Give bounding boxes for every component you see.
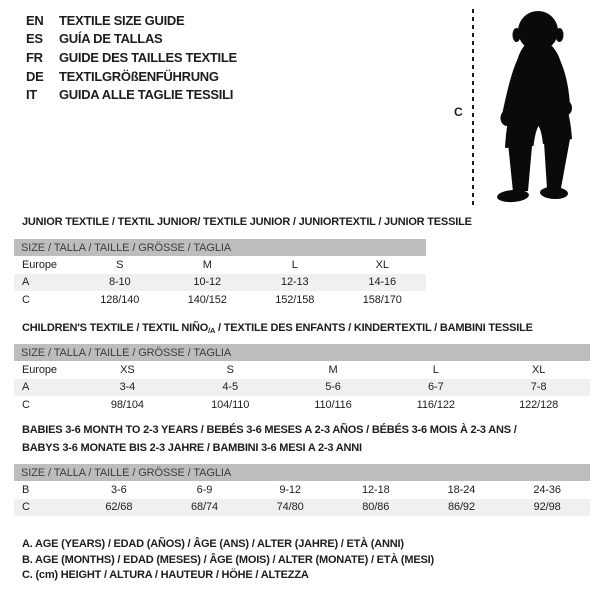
table-row	[14, 499, 590, 517]
age-cell: 18-24	[447, 483, 476, 496]
size-cell: L	[432, 363, 439, 376]
height-cell: 98/104	[110, 398, 144, 411]
lang-label: GUÍA DE TALLAS	[59, 31, 163, 47]
age-cell: 3-4	[119, 381, 136, 394]
height-cell: 80/86	[362, 501, 390, 514]
size-cell: S	[116, 258, 124, 271]
lang-label: GUIDE DES TAILLES TEXTILE	[59, 49, 237, 65]
height-cell: 62/68	[105, 501, 133, 514]
table-row	[14, 481, 590, 499]
toddler-silhouette-svg	[484, 5, 596, 211]
lang-label: GUIDA ALLE TAGLIE TESSILI	[59, 87, 234, 103]
row-label: A	[22, 276, 30, 289]
height-cell: 92/98	[533, 501, 561, 514]
row-label: C	[22, 501, 30, 514]
title-subscript: /A	[208, 326, 216, 335]
size-cell: XS	[120, 363, 135, 376]
footnotes	[22, 537, 434, 584]
lang-label: TEXTILGRÖßENFÜHRUNG	[59, 68, 219, 84]
babies-table-title	[22, 421, 517, 457]
lang-row-es	[26, 30, 237, 49]
size-cell: S	[226, 363, 234, 376]
height-cell: 104/110	[211, 398, 250, 411]
language-block	[26, 11, 237, 104]
lang-code: IT	[26, 87, 37, 103]
junior-table	[14, 239, 426, 309]
height-cell: 140/152	[187, 293, 227, 306]
age-cell: 10-12	[193, 276, 222, 289]
height-cell: 158/170	[362, 293, 402, 306]
height-cell: 122/128	[519, 398, 559, 411]
age-cell: 12-18	[361, 483, 390, 496]
height-cell: 128/140	[100, 293, 140, 306]
age-cell: 8-10	[108, 276, 131, 289]
age-cell: 7-8	[530, 381, 547, 394]
lang-code: FR	[26, 49, 43, 65]
age-cell: 3-6	[111, 483, 127, 496]
lang-label: TEXTILE SIZE GUIDE	[59, 12, 185, 28]
row-label: B	[22, 483, 30, 496]
table-row	[14, 361, 590, 379]
table-row	[14, 256, 426, 274]
size-header-bar: SIZE / TALLA / TAILLE / GRÖSSE / TAGLIA	[14, 464, 590, 481]
age-cell: 6-9	[196, 483, 213, 496]
title-part: CHILDREN'S TEXTILE / TEXTIL NIÑO	[22, 322, 209, 334]
size-cell: XL	[531, 363, 546, 376]
age-cell: 12-13	[280, 276, 309, 289]
lang-code: ES	[26, 31, 43, 47]
lang-row-de	[26, 67, 237, 86]
age-cell: 24-36	[533, 483, 561, 496]
title-part: / TEXTILE DES ENFANTS / KINDERTEXTIL / BAMBINI TESSILE	[215, 322, 533, 334]
junior-table-section	[14, 239, 426, 309]
children-table	[14, 344, 590, 414]
age-cell: 9-12	[279, 483, 301, 496]
table-row	[14, 274, 426, 292]
size-cell: M	[328, 363, 338, 376]
babies-table-section	[14, 464, 590, 516]
size-cell: L	[291, 258, 298, 271]
height-cell: 116/122	[416, 398, 455, 411]
size-header-bar: SIZE / TALLA / TAILLE / GRÖSSE / TAGLIA	[14, 344, 590, 361]
height-cell: 74/80	[276, 501, 304, 514]
row-label: A	[22, 381, 30, 394]
junior-table-title: JUNIOR TEXTILE / TEXTIL JUNIOR/ TEXTILE JUNIOR / JUNIORTEXTIL / JUNIOR TESSILE	[22, 216, 472, 228]
row-label: C	[22, 293, 30, 306]
note-height: C. (cm) HEIGHT / ALTURA / HAUTEUR / HÖHE / ALTEZZA	[22, 569, 309, 582]
age-cell: 4-5	[222, 381, 238, 394]
note-age-years: A. AGE (YEARS) / EDAD (AÑOS) / ÂGE (ANS) / ALTER (JAHRE) / ETÀ (ANNI)	[22, 538, 404, 550]
height-cell: 86/92	[447, 501, 475, 514]
note-age-months: B. AGE (MONTHS) / EDAD (MESES) / ÂGE (MOIS) / ALTER (MONATE) / ETÀ (MESI)	[22, 553, 434, 566]
children-table-section	[14, 344, 590, 414]
table-row	[14, 291, 426, 309]
height-dashed-line	[472, 9, 474, 206]
babies-table	[14, 464, 590, 516]
size-header-bar: SIZE / TALLA / TAILLE / GRÖSSE / TAGLIA	[14, 239, 426, 256]
age-cell: 5-6	[325, 381, 341, 394]
lang-row-en	[26, 11, 237, 30]
age-cell: 6-7	[427, 381, 444, 394]
babies-title-line2: BABYS 3-6 MONATE BIS 2-3 JAHRE / BAMBINI 3-6 MESI A 2-3 ANNI	[22, 442, 362, 454]
row-label: Europe	[22, 258, 57, 271]
table-row	[14, 396, 590, 414]
size-cell: M	[202, 258, 212, 271]
lang-code: EN	[26, 12, 44, 28]
row-label: C	[22, 398, 30, 411]
height-cell: 152/158	[275, 293, 315, 306]
age-cell: 14-16	[368, 276, 397, 289]
toddler-silhouette	[484, 5, 596, 211]
height-cell: 68/74	[190, 501, 218, 514]
table-row	[14, 379, 590, 397]
babies-title-line1: BABIES 3-6 MONTH TO 2-3 YEARS / BEBÉS 3-6 MESES A 2-3 AÑOS / BÉBÉS 3-6 MOIS À 2-3 ANS /	[22, 424, 517, 436]
height-c-label: C	[454, 105, 463, 119]
children-table-title	[22, 319, 533, 340]
height-cell: 110/116	[314, 398, 352, 411]
lang-code: DE	[26, 68, 44, 84]
lang-row-it	[26, 85, 237, 104]
lang-row-fr	[26, 48, 237, 67]
size-cell: XL	[375, 258, 389, 271]
row-label: Europe	[22, 363, 57, 376]
